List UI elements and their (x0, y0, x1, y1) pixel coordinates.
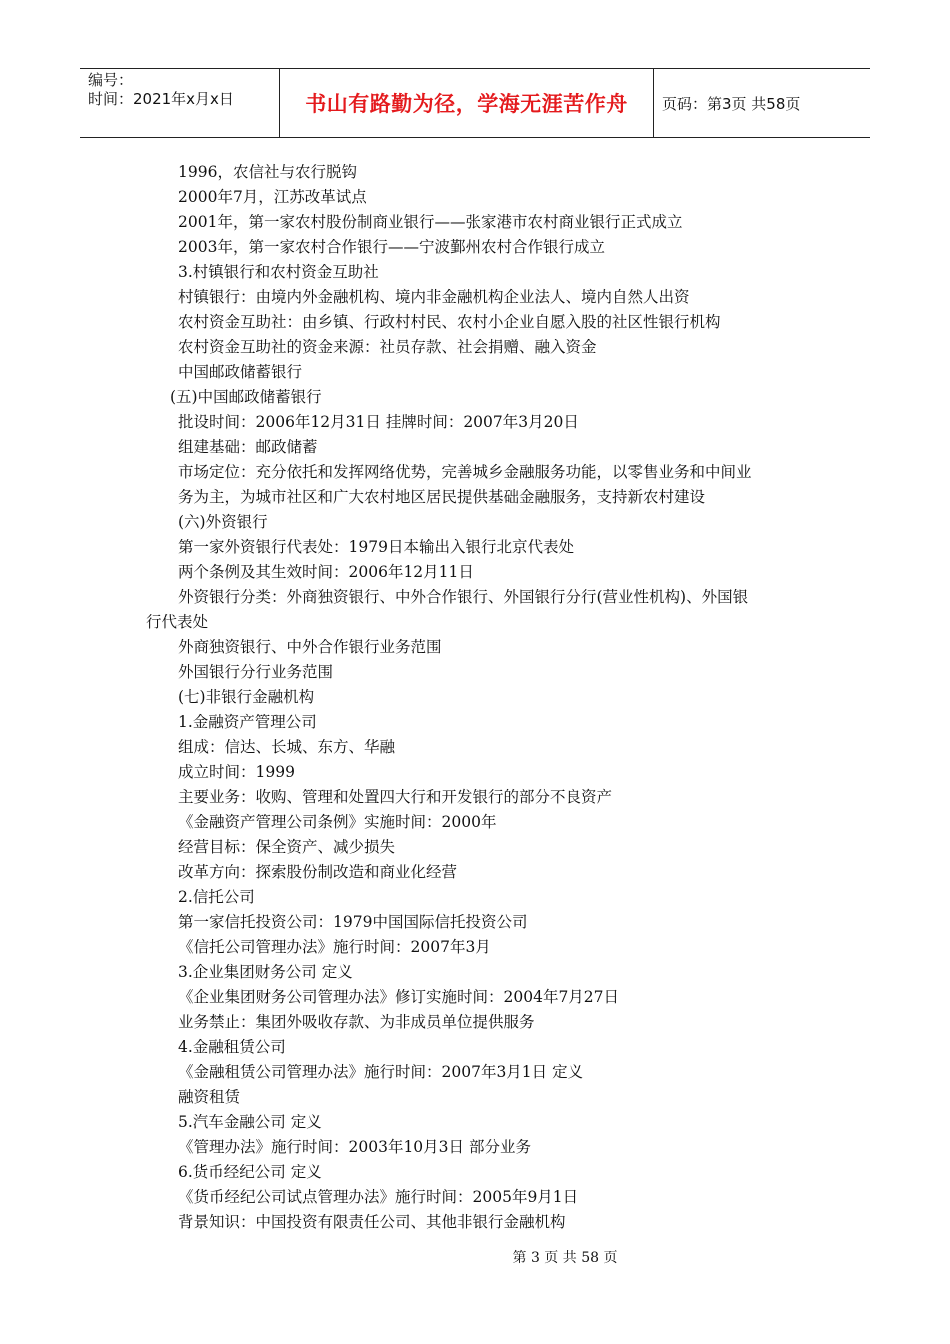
body-line: 批设时间：2006年12月31日 挂牌时间：2007年3月20日 (178, 413, 579, 431)
body-line: 《企业集团财务公司管理办法》修订实施时间：2004年7月27日 (178, 988, 620, 1006)
body-line: 农村资金互助社的资金来源：社员存款、社会捐赠、融入资金 (178, 338, 597, 356)
header-motto: 书山有路勤为径，学海无涯苦作舟 (280, 69, 654, 137)
body-line: 市场定位：充分依托和发挥网络优势，完善城乡金融服务功能，以零售业务和中间业 (178, 463, 752, 481)
body-line: 外资银行分类：外商独资银行、中外合作银行、外国银行分行(营业性机构)、外国银 (178, 588, 749, 606)
body-line: 第一家外资银行代表处：1979日本输出入银行北京代表处 (178, 538, 574, 556)
code-label: 编号： (88, 71, 134, 89)
body-line: 《金融资产管理公司条例》实施时间：2000年 (178, 813, 497, 831)
body-line: 3.企业集团财务公司 定义 (178, 963, 353, 981)
body-line: 农村资金互助社：由乡镇、行政村村民、农村小企业自愿入股的社区性银行机构 (178, 313, 721, 331)
body-line: 2.信托公司 (178, 888, 255, 906)
body-line: 主要业务：收购、管理和处置四大行和开发银行的部分不良资产 (178, 788, 613, 806)
body-line: 2000年7月，江苏改革试点 (178, 188, 367, 206)
body-line: 经营目标：保全资产、减少损失 (178, 838, 396, 856)
page-header (80, 68, 870, 138)
body-line: 务为主，为城市社区和广大农村地区居民提供基础金融服务，支持新农村建设 (178, 488, 706, 506)
body-line: 3.村镇银行和农村资金互助社 (178, 263, 379, 281)
body-line: 《管理办法》施行时间：2003年10月3日 部分业务 (178, 1138, 531, 1156)
body-line: 融资租赁 (178, 1088, 241, 1106)
body-line: 村镇银行：由境内外金融机构、境内非金融机构企业法人、境内自然人出资 (178, 288, 690, 306)
header-page-number: 页码：第3页 共58页 (662, 94, 801, 113)
body-line: 外商独资银行、中外合作银行业务范围 (178, 638, 442, 656)
body-line: 《金融租赁公司管理办法》施行时间：2007年3月1日 定义 (178, 1063, 584, 1081)
body-line: 中国邮政储蓄银行 (178, 363, 303, 381)
body-line: 6.货币经纪公司 定义 (178, 1163, 322, 1181)
page-footer: 第 3 页 共 58 页 (512, 1250, 618, 1266)
section-heading: (五)中国邮政储蓄银行 (170, 388, 322, 406)
body-line: 2003年，第一家农村合作银行——宁波鄞州农村合作银行成立 (178, 238, 605, 256)
section-heading: (六)外资银行 (178, 513, 268, 531)
section-heading: (七)非银行金融机构 (178, 688, 315, 706)
body-line: 成立时间：1999 (178, 763, 295, 781)
body-line: 业务禁止：集团外吸收存款、为非成员单位提供服务 (178, 1013, 535, 1031)
header-info-cell (80, 69, 280, 137)
body-line: 组建基础：邮政储蓄 (178, 438, 318, 456)
body-line: 2001年，第一家农村股份制商业银行——张家港市农村商业银行正式成立 (178, 213, 683, 231)
body-line: 第一家信托投资公司：1979中国国际信托投资公司 (178, 913, 528, 931)
body-line: 背景知识：中国投资有限责任公司、其他非银行金融机构 (178, 1213, 566, 1231)
body-line: 《信托公司管理办法》施行时间：2007年3月 (178, 938, 491, 956)
date-label: 时间：2021年x月x日 (88, 90, 234, 108)
body-line: 5.汽车金融公司 定义 (178, 1113, 322, 1131)
body-line: 组成：信达、长城、东方、华融 (178, 738, 396, 756)
body-line: 两个条例及其生效时间：2006年12月11日 (178, 563, 474, 581)
body-line: 1.金融资产管理公司 (178, 713, 317, 731)
body-line: 行代表处 (146, 613, 209, 631)
body-line: 4.金融租赁公司 (178, 1038, 286, 1056)
body-line: 外国银行分行业务范围 (178, 663, 334, 681)
body-line: 改革方向：探索股份制改造和商业化经营 (178, 863, 458, 881)
body-line: 1996，农信社与农行脱钩 (178, 163, 357, 181)
body-line: 《货币经纪公司试点管理办法》施行时间：2005年9月1日 (178, 1188, 579, 1206)
